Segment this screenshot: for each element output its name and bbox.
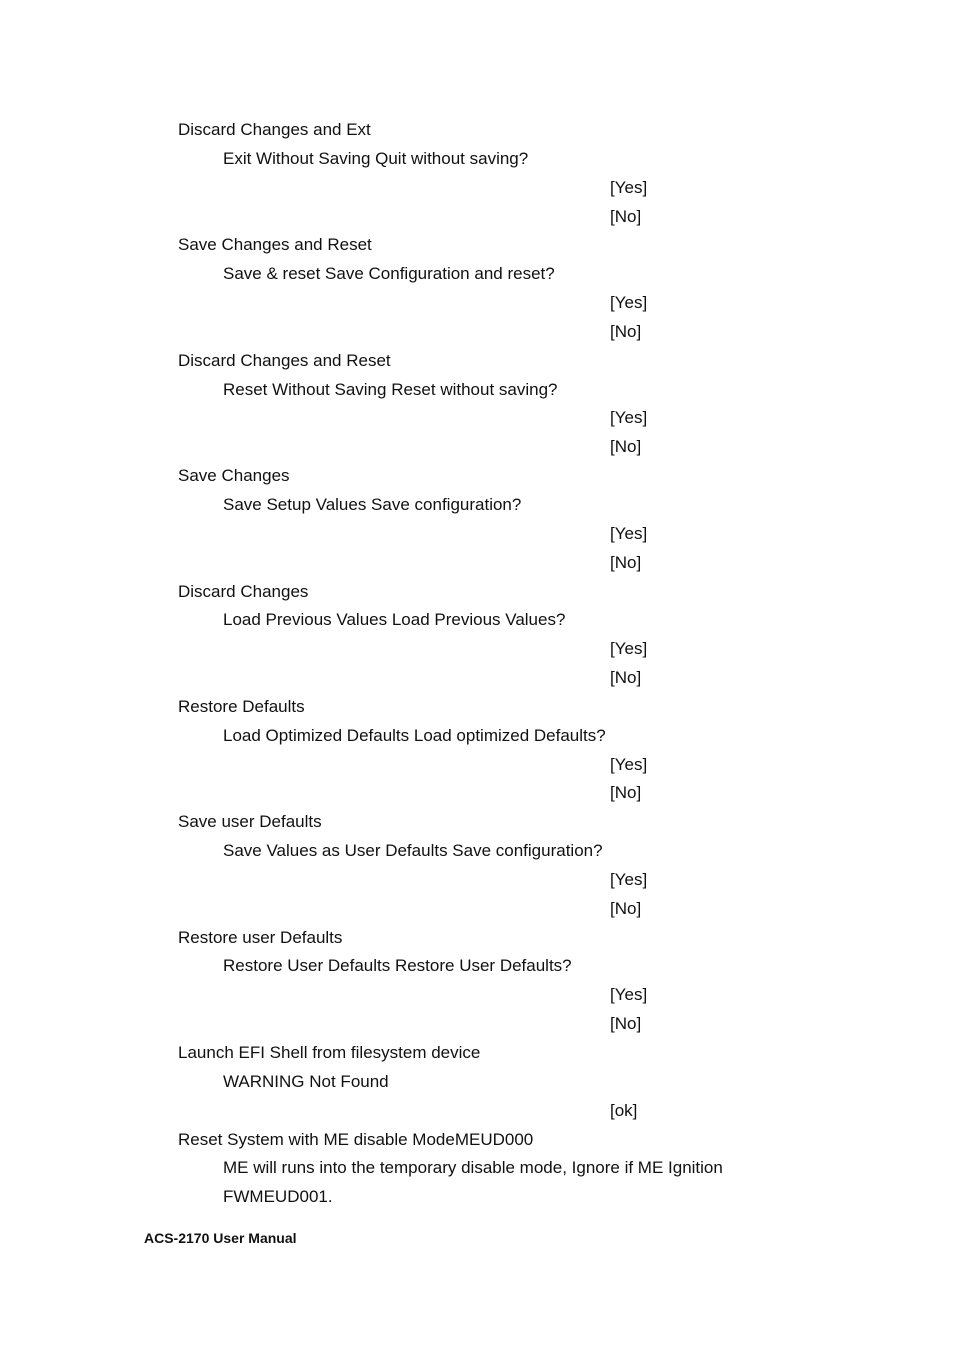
section-title-save-changes: Save Changes — [178, 466, 290, 486]
option-yes: [Yes] — [610, 177, 648, 197]
option-no: [No] — [610, 783, 642, 803]
manual-content — [0, 116, 954, 1212]
section-title-restore-user-defaults: Restore user Defaults — [178, 927, 343, 947]
section-title-reset-system-me-disable: Reset System with ME disable ModeMEUD000 — [178, 1129, 534, 1149]
option-ok: [ok] — [610, 1100, 638, 1120]
section-description-line-2: FWMEUD001. — [223, 1187, 333, 1207]
option-yes: [Yes] — [610, 523, 648, 543]
option-yes: [Yes] — [610, 869, 648, 889]
option-no: [No] — [610, 898, 642, 918]
option-yes: [Yes] — [610, 639, 648, 659]
section-title-save-changes-and-reset: Save Changes and Reset — [178, 235, 372, 255]
section-description-line-1: ME will runs into the temporary disable mode, Ignore if ME Ignition — [223, 1158, 723, 1178]
section-prompt-exit-without-saving: Exit Without Saving Quit without saving? — [223, 148, 529, 168]
section-prompt-load-previous-values: Load Previous Values Load Previous Values? — [223, 610, 566, 630]
option-yes: [Yes] — [610, 293, 648, 313]
section-prompt-save-setup-values: Save Setup Values Save configuration? — [223, 494, 522, 514]
option-yes: [Yes] — [610, 985, 648, 1005]
option-yes: [Yes] — [610, 408, 648, 428]
section-prompt-warning-not-found: WARNING Not Found — [223, 1071, 389, 1091]
option-yes: [Yes] — [610, 754, 648, 774]
page-footer: ACS-2170 User Manual — [144, 1230, 297, 1246]
section-title-save-user-defaults: Save user Defaults — [178, 812, 322, 832]
section-prompt-load-optimized-defaults: Load Optimized Defaults Load optimized Defaults? — [223, 725, 606, 745]
section-title-discard-changes-and-reset: Discard Changes and Reset — [178, 350, 391, 370]
option-no: [No] — [610, 1014, 642, 1034]
option-no: [No] — [610, 552, 642, 572]
option-no: [No] — [610, 668, 642, 688]
section-prompt-restore-user-defaults: Restore User Defaults Restore User Defaults? — [223, 956, 572, 976]
option-no: [No] — [610, 206, 642, 226]
option-no: [No] — [610, 437, 642, 457]
section-prompt-save-values-as-user-defaults: Save Values as User Defaults Save configuration? — [223, 841, 603, 861]
option-no: [No] — [610, 321, 642, 341]
section-title-discard-changes: Discard Changes — [178, 581, 309, 601]
section-title-launch-efi-shell: Launch EFI Shell from filesystem device — [178, 1043, 481, 1062]
section-title-discard-changes-and-exit: Discard Changes and Ext — [178, 120, 371, 139]
section-prompt-reset-without-saving: Reset Without Saving Reset without saving? — [223, 379, 558, 399]
section-title-restore-defaults: Restore Defaults — [178, 696, 305, 716]
section-prompt-save-and-reset: Save & reset Save Configuration and reset? — [223, 264, 555, 284]
